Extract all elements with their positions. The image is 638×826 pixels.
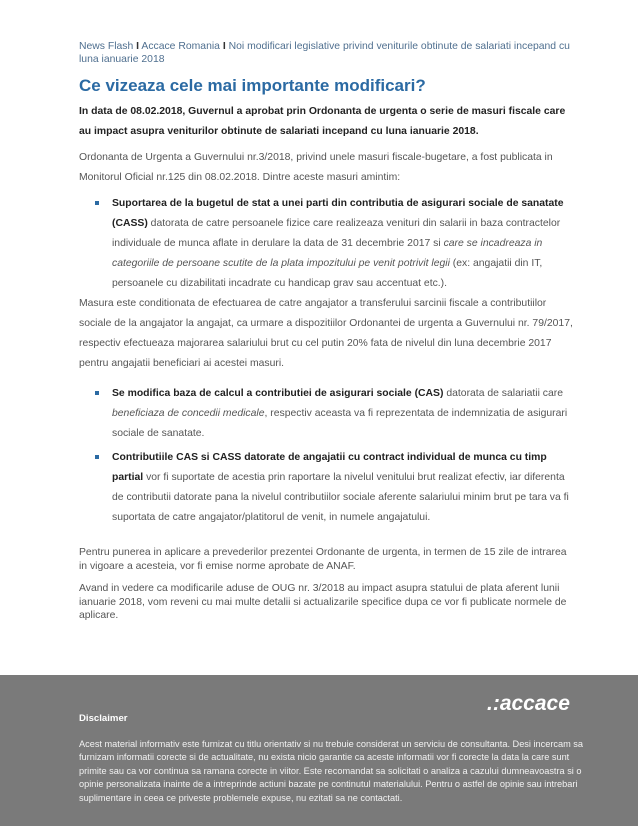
paragraph-conditions: Masura este conditionata de efectuarea de catre angajator a transferului sarcinii fiscale a contributiilor sociale de la angajator la angajat, ca urmare a dispozitiilor Ordonantei de urgenta a Guvernului nr. 79/2017, respectiv efectueaza majorarea salariului brut cu cel putin 20% fata de nivelul din luna decembrie 2017 pentru angajatii beneficiari ai acestei masuri. [79, 298, 573, 369]
paragraph-follow-up: Avand in vedere ca modificarile aduse de OUG nr. 3/2018 au impact asupra statului de plata aferent lunii ianuarie 2018, vom reveni cu mai multe detalii si actualizarile specifice dupa ce vor fi publicate normele de aplicare. [79, 583, 567, 621]
bullet-text: datorata de catre persoanele fizice care realizeaza venituri din salarii in baza contractelor individuale de munca aflate in derulare la data de 31 decembrie 2017 si [112, 218, 561, 249]
paragraph-ordonanta: Ordonanta de Urgenta a Guvernului nr.3/2018, privind unele masuri fiscale-bugetare, a fost publicata in Monitorul Oficial nr.125 din 08.02.2018. Dintre aceste masuri amintim: [79, 152, 553, 183]
bullet-italic-text: care se incadreaza in categoriile de persoane scutite de la plata impozitului pe venit potrivit legii [112, 238, 543, 269]
bullet-italic-text: beneficiaza de concedii medicale [112, 408, 265, 419]
header-separator: I [222, 41, 226, 52]
header-topic: Noi modificari legislative privind veniturile obtinute de salariati incepand cu luna ianuarie 2018 [79, 41, 570, 65]
bullet-square-icon [95, 455, 99, 459]
bullet-item-cass [95, 194, 573, 294]
bullet-text: , respectiv aceasta va fi reprezentata de indemnizatia de asigurari sociale de sanatate. [112, 408, 568, 439]
bullet-bold-text: Se modifica baza de calcul a contributiei de asigurari sociale (CAS) [112, 388, 444, 399]
bullet-bold-text: Suportarea de la bugetul de stat a unei parti din contributia de asigurari sociale de sanatate (CASS) [112, 198, 564, 229]
bullet-bold-text: Contributiile CAS si CASS datorate de angajatii cu contract individual de munca cu timp partial [112, 452, 547, 483]
header-company: Accace Romania [141, 41, 220, 52]
intro-paragraph: In data de 08.02.2018, Guvernul a aprobat prin Ordonanta de urgenta o serie de masuri fiscale care au impact asupra veniturilor obtinute de salariati incepand cu luna ianuarie 2018. [79, 106, 566, 137]
bullet-text: vor fi suportate de acestia prin raportare la nivelul venitului brut realizat efectiv, iar diferenta de contributii datorate pana la nivelul contributiilor sociale aferente salariului minim brut pe tara va fi suportata de catre angajator/platitorul de venit, in numele angajatului. [112, 472, 569, 523]
breadcrumb-header [79, 40, 579, 66]
bullet-square-icon [95, 391, 99, 395]
disclaimer-title: Disclaimer [79, 713, 128, 724]
bullet-text: (ex: angajatii din IT, persoanele cu dizabilitati incadrate cu handicap grav sau accentuat etc.). [112, 258, 543, 289]
header-news-flash: News Flash [79, 41, 134, 52]
paragraph-anaf-norms: Pentru punerea in aplicare a prevederilor prezentei Ordonante de urgenta, in termen de 15 zile de intrarea in vigoare a acesteia, vor fi emise norme aprobate de ANAF. [79, 547, 567, 572]
header-separator: I [136, 41, 140, 52]
bullet-text: datorata de salariatii care [443, 388, 564, 399]
page-title: Ce vizeaza cele mai importante modificari? [79, 76, 426, 95]
accace-logo: .:accace [487, 692, 570, 715]
bullet-item-part-time [95, 448, 573, 528]
bullet-item-cas [95, 384, 573, 444]
disclaimer-text: Acest material informativ este furnizat cu titlu orientativ si nu trebuie considerat un serviciu de consultanta. Desi incercam sa furnizam informatii corecte si de actualitate, nu exista nicio garantie ca aceste informatii vor fi corecte la data la care sunt primite sau ca vor continua sa ramana corecte in viitor. Este recomandat sa solicitati o analiza a cazului dumneavoastra si o opinie personalizata inainte de a intreprinde actiuni bazate pe continutul materialului. Pentru o astfel de opinie sau intrebari suplimentare in ceea ce priveste problemele expuse, nu ezitati sa ne contactati. [79, 739, 584, 803]
bullet-square-icon [95, 201, 99, 205]
